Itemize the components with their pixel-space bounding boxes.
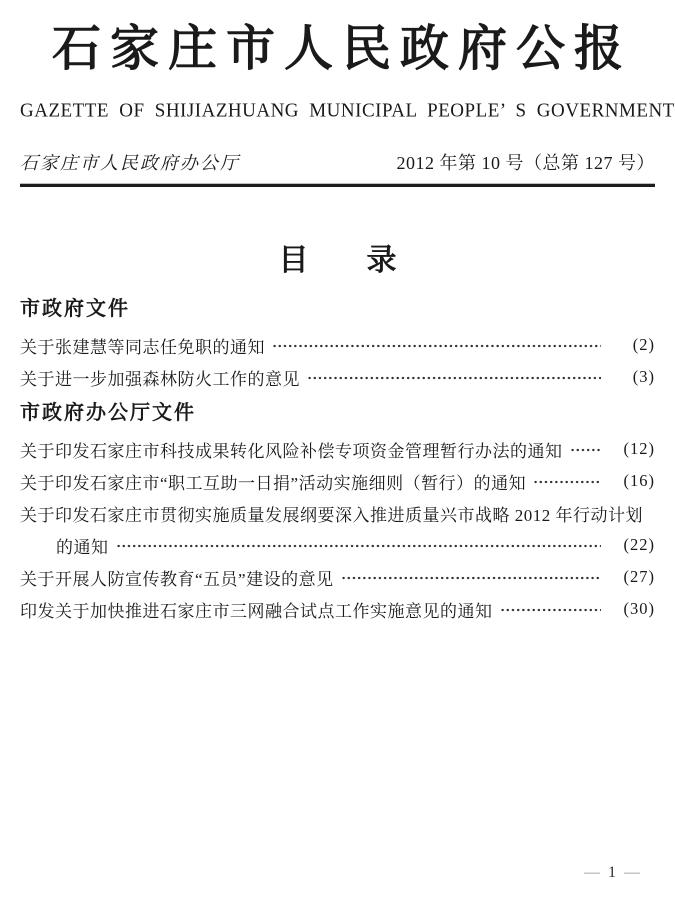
- toc-entry-text: 关于张建慧等同志任免职的通知: [20, 337, 265, 357]
- toc-heading: [20, 243, 655, 279]
- toc-page-number: (12): [623, 439, 655, 458]
- toc-entry: [20, 593, 655, 625]
- publisher-name: 石家庄市人民政府办公厅: [20, 153, 240, 173]
- toc-entry-line-1: [20, 497, 655, 529]
- toc-section: [20, 297, 655, 393]
- dot-leader: [533, 475, 601, 489]
- toc-section-title: 市政府文件: [20, 298, 130, 320]
- toc-heading-char: 录: [366, 244, 397, 277]
- toc-entry: [20, 561, 655, 593]
- toc-page-number: (30): [623, 599, 655, 618]
- toc-section: [20, 401, 655, 625]
- gazette-subtitle-english: GAZETTE OF SHIJIAZHUANG MUNICIPAL PEOPLE’ S GOVERNMENT: [20, 99, 675, 122]
- toc-entry: [20, 329, 655, 361]
- footer-dash-left: —: [584, 864, 602, 881]
- toc-entry: [20, 361, 655, 393]
- dot-leader: [116, 539, 602, 553]
- toc-section-title: 市政府办公厅文件: [20, 402, 196, 424]
- toc-entry-text: 关于印发石家庄市“职工互助一日捐”活动实施细则（暂行）的通知: [20, 473, 527, 493]
- toc-page-number: (27): [623, 567, 655, 586]
- toc-entry-text: 关于开展人防宣传教育“五员”建设的意见: [20, 569, 334, 589]
- toc-page-number: (16): [623, 471, 655, 490]
- toc-entry-text: 印发关于加快推进石家庄市三网融合试点工作实施意见的通知: [20, 601, 493, 621]
- toc-heading-char: 目: [278, 244, 309, 277]
- dot-leader: [341, 571, 601, 585]
- footer-pagination: [584, 864, 642, 882]
- dot-leader: [272, 339, 601, 353]
- issue-number: 2012 年第 10 号（总第 127 号）: [396, 153, 655, 173]
- dot-leader: [307, 371, 601, 385]
- toc-entry-text: 关于印发石家庄市科技成果转化风险补偿专项资金管理暂行办法的通知: [20, 441, 563, 461]
- toc-entry-text: 关于印发石家庄市贯彻实施质量发展纲要深入推进质量兴市战略 2012 年行动计划: [20, 505, 643, 525]
- toc-page-number: (22): [623, 535, 655, 554]
- dot-leader: [500, 603, 602, 617]
- footer-dash-right: —: [624, 864, 642, 881]
- toc-entry-text: 关于进一步加强森林防火工作的意见: [20, 369, 300, 389]
- publisher-issue-row: [20, 151, 655, 175]
- toc-entry: [20, 433, 655, 465]
- toc-entry-line-2: [20, 529, 655, 561]
- toc-sections: [20, 297, 655, 625]
- toc-page-number: (3): [632, 367, 655, 386]
- footer-page-number: 1: [608, 864, 618, 881]
- gazette-title: 石家庄市人民政府公报: [51, 21, 632, 76]
- toc-page-number: (2): [632, 335, 655, 354]
- header-rule: [20, 183, 655, 187]
- toc-entry-text: 的通知: [56, 537, 109, 557]
- toc-entry: [20, 465, 655, 497]
- dot-leader: [570, 443, 602, 457]
